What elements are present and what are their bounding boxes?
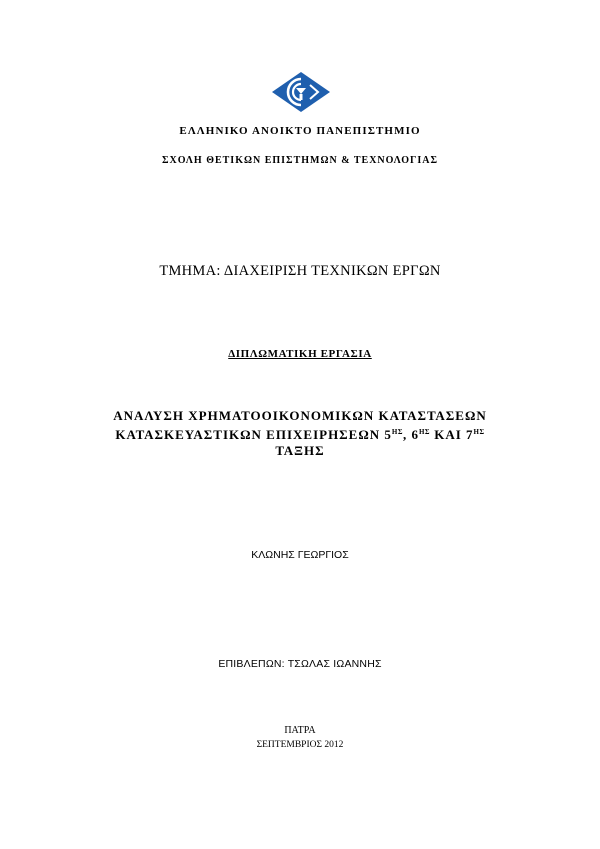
school-name: ΣΧΟΛΗ ΘΕΤΙΚΩΝ ΕΠΙΣΤΗΜΩΝ & ΤΕΧΝΟΛΟΓΙΑΣ — [161, 155, 439, 166]
department-name: ΤΜΗΜΑ: ΔΙΑΧΕΙΡΙΣΗ ΤΕΧΝΙΚΩΝ ΕΡΓΩΝ — [159, 263, 441, 279]
thesis-title — [0, 408, 600, 459]
thesis-label: ΔΙΠΛΩΜΑΤΙΚΗ ΕΡΓΑΣΙΑ — [228, 348, 372, 360]
author-name: ΚΛΩΝΗΣ ΓΕΩΡΓΙΟΣ — [251, 549, 349, 561]
title-superscript-3: ΗΣ — [473, 428, 485, 436]
title-line-2 — [0, 424, 600, 443]
title-line-3: ΤΑΞΗΣ — [275, 443, 325, 458]
title-line-1: ΑΝΑΛΥΣΗ ΧΡΗΜΑΤΟΟΙΚΟΝΟΜΙΚΩΝ ΚΑΤΑΣΤΑΣΕΩΝ — [113, 408, 487, 423]
university-logo-icon — [270, 70, 332, 114]
title-conjunction: ΚΑΙ 7 — [429, 427, 474, 442]
university-name: ΕΛΛΗΝΙΚΟ ΑΝΟΙΚΤΟ ΠΑΝΕΠΙΣΤΗΜΙΟ — [179, 125, 421, 137]
date: ΣΕΠΤΕΜΒΡΙΟΣ 2012 — [256, 740, 344, 750]
supervisor-name: ΕΠΙΒΛΕΠΩΝ: ΤΣΩΛΑΣ ΙΩΑΝΝΗΣ — [218, 658, 382, 670]
title-separator: , 6 — [402, 427, 419, 442]
city: ΠΑΤΡΑ — [284, 725, 316, 736]
title-superscript-1: ΗΣ — [391, 428, 403, 436]
title-superscript-2: ΗΣ — [418, 428, 430, 436]
title-line-2-text: ΚΑΤΑΣΚΕΥΑΣΤΙΚΩΝ ΕΠΙΧΕΙΡΗΣΕΩΝ 5 — [115, 427, 392, 442]
